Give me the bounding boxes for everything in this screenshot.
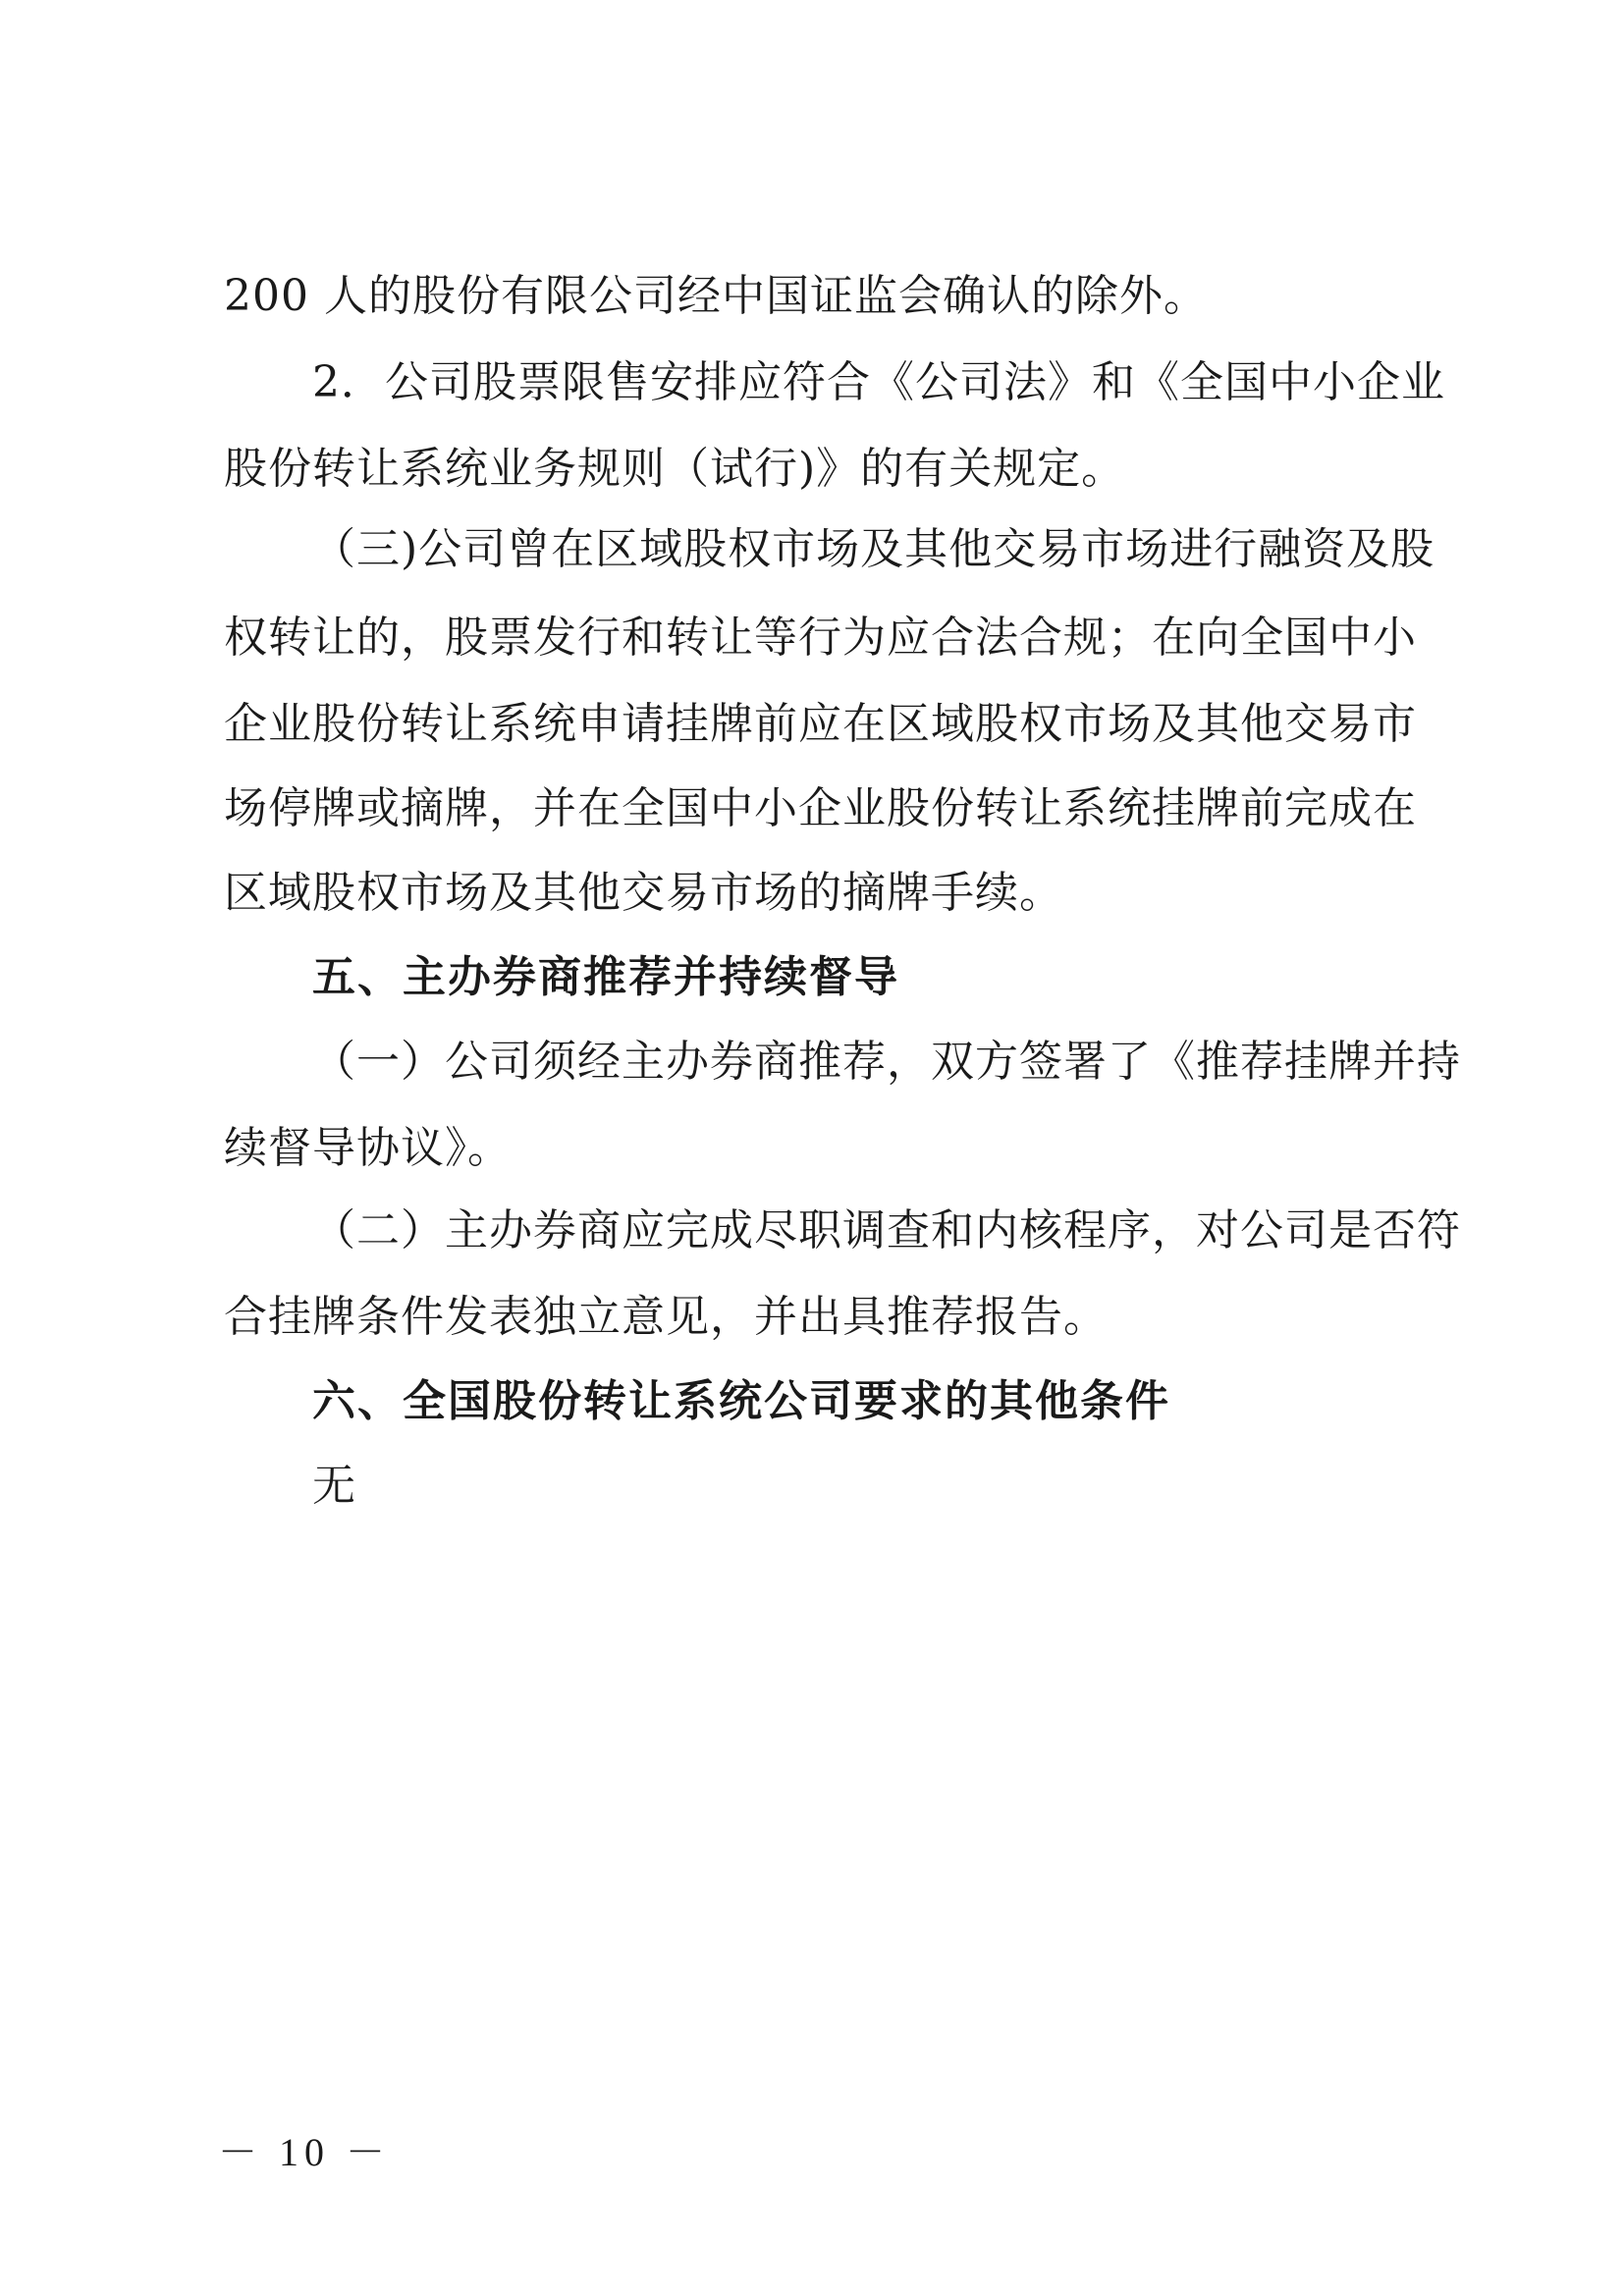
section-heading: 六、全国股份转让系统公司要求的其他条件 [312,1376,1170,1426]
page-number: － 10 － [218,2130,391,2174]
paragraph-line: 场停牌或摘牌，并在全国中小企业股份转让系统挂牌前完成在 [224,783,1417,833]
paragraph-line: 无 [312,1461,356,1511]
paragraph-line: 股份转让系统业务规则（试行)》的有关规定。 [224,444,1126,494]
paragraph-line: 企业股份转让系统申请挂牌前应在区域股权市场及其他交易市 [224,699,1417,749]
paragraph-line: （一）公司须经主办券商推荐，双方签署了《推荐挂牌并持 [312,1037,1461,1087]
paragraph-line: 续督导协议》。 [224,1123,512,1173]
section-heading: 五、主办券商推荐并持续督导 [312,952,899,1002]
paragraph-line: 权转让的，股票发行和转让等行为应合法合规；在向全国中小 [224,613,1417,663]
paragraph-line: 合挂牌条件发表独立意见，并出具推荐报告。 [224,1292,1108,1342]
paragraph-line: 2．公司股票限售安排应符合《公司法》和《全国中小企业 [312,357,1445,407]
paragraph-line: （二）主办券商应完成尽职调查和内核程序，对公司是否符 [312,1205,1461,1255]
paragraph-line: （三)公司曾在区域股权市场及其他交易市场进行融资及股 [312,524,1435,574]
paragraph-line: 区域股权市场及其他交易市场的摘牌手续。 [224,868,1063,918]
paragraph-line: 200 人的股份有限公司经中国证监会确认的除外。 [224,271,1208,321]
